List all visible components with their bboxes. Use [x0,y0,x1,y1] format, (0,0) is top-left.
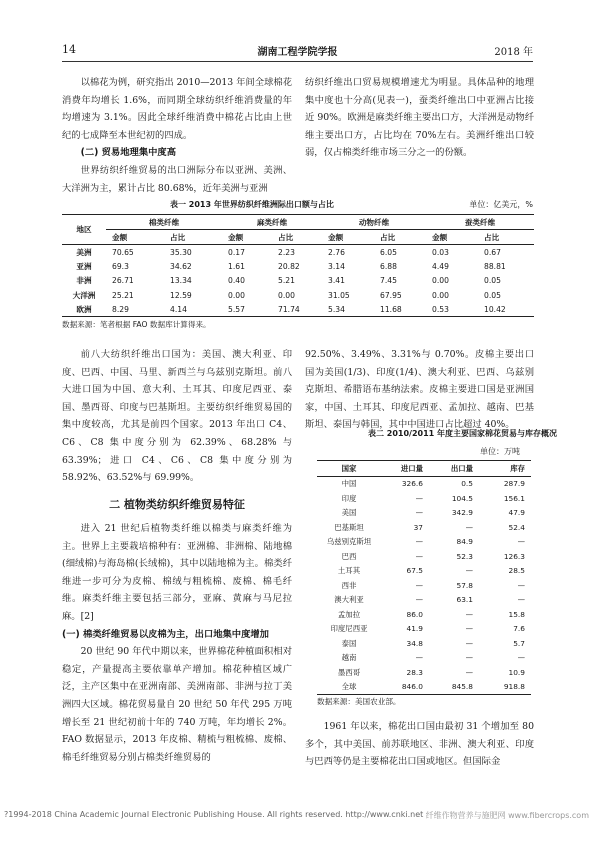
table2-country: 越南 [341,653,357,663]
table1-group-header: 蚕类纤维 [426,215,534,230]
table-row [317,578,531,593]
table2-source: 数据来源：美国农业部。 [317,697,401,706]
table2-cell: 52.4 [508,522,525,532]
table2-cell: 918.8 [479,680,531,695]
table2-country: 巴西 [341,551,357,561]
table-row [62,302,534,317]
table2-cell: 57.8 [456,580,473,590]
table1-cell: 0.05 [484,276,501,286]
section-heading: 二 植物类纺织纤维贸易特征 [109,498,245,511]
table-row [317,607,531,622]
table-row [317,535,531,550]
table2-cell: 34.8 [406,638,423,648]
table1-cell: 0.00 [432,276,449,286]
table1-cell: 26.71 [112,276,134,286]
table2-caption: 表二 2010/2011 年度主要国家棉花贸易与库存概况 [368,429,558,438]
table1-cell: 31.05 [328,290,350,300]
table1-cell: 4.14 [164,302,222,317]
table1-sub-header: 占比 [478,230,534,245]
table2-unit: 单位：万吨 [480,447,520,456]
table2-cell: 7.6 [513,624,525,634]
paragraph: 92.50%、3.49%、3.31%与 0.70%。皮棉主要出口国为美国(1/3)、印度(1/4)、澳大利亚、巴西、乌兹别克斯坦、希腊语布基纳法索。皮棉主要进口国是亚洲国家，中国、土耳其、印度尼西亚、孟加拉、越南、巴基斯坦、泰国与韩国，其中中国进口占比超过 40%。 [305,349,534,431]
table2-cell: — [465,667,473,677]
table2-cell: — [465,609,473,619]
table2-cell: — [465,638,473,648]
table-row [317,506,531,521]
paragraph: 20 世纪 90 年代中期以来，世界棉花种植面积相对稳定，产量提高主要依靠单产增加。棉花种植区域广泛，主产区集中在亚洲南部、美洲南部、非洲与拉丁美洲四大区域。棉花贸易量自 20 世纪 50 年代 295 万吨增长至 21 世纪初前十年的 740 万吨，年均增长 2%。FAO 数据显示，2013 年皮棉、精梳与粗梳棉、废棉、棉毛纤维贸易分别占棉类纤维贸易的 [62,646,292,763]
table2-cell: 47.9 [508,508,525,518]
table1-sub-header: 金额 [426,230,478,245]
table1-cell: 12.59 [170,290,192,300]
table1-cell: 34.62 [170,262,192,272]
table-row [317,564,531,579]
table1-cell: 71.74 [272,302,322,317]
table1-sub-header: 金额 [222,230,272,245]
table1-cell: 11.68 [374,302,426,317]
table2-country: 印度 [341,493,357,503]
table2-cell: 63.1 [456,595,473,605]
table1-cell: 0.05 [484,290,501,300]
table1-cell: 13.34 [170,276,192,286]
table2-country: 美国 [341,508,357,518]
subsection-heading: (二) 贸易地理集中度高 [80,147,177,159]
table2-cell: 326.6 [401,479,423,489]
table2-header: 库存 [479,461,531,477]
paragraph: 1961 年以来，棉花出口国由最初 31 个增加至 80 多个，其中美国、前苏联地区、非洲、澳大利亚、印度与巴西等仍是主要棉花出口国或地区。但国际金 [305,721,534,768]
journal-title: 湖南工程学院学报 [257,47,338,58]
table1-group-header: 麻类纤维 [222,215,322,230]
table1-sub-header: 金额 [322,230,374,245]
table1-sub-header: 占比 [272,230,322,245]
table-row [317,665,531,680]
table2-cell: — [465,653,473,663]
table1-cell: 3.14 [328,262,345,272]
paragraph: 以棉花为例，研究指出 2010—2013 年间全球棉花消费年均增长 1.6%，而同期全球纺织纤维消费量的年均增速为 3.1%。因此全球纤维消费中棉花占比由上世纪的七成降至本世纪初的四成。 [62,77,292,141]
table2-country: 澳大利亚 [334,595,364,605]
table1-sub-header: 占比 [374,230,426,245]
table1-cell: 6.05 [380,247,397,257]
table2-cell: 156.1 [503,493,525,503]
left-column-bottom [62,520,292,766]
table2-cell: — [465,522,473,532]
page-number: 14 [62,43,76,56]
table2-cell: 67.5 [406,566,423,576]
table1-source: 数据来源：笔者根据 FAO 数据库计算得来。 [62,320,211,329]
table1-region: 亚洲 [76,262,92,272]
table2-cell: 28.5 [508,566,525,576]
table1-cell: 0.17 [228,247,245,257]
subsection-heading: (一) 棉类纤维贸易以皮棉为主，出口地集中度增加 [62,628,269,640]
table1-cell: 35.30 [170,247,192,257]
table1-cell: 25.21 [112,290,134,300]
table2-cell: 10.9 [508,667,525,677]
table2-country: 印度尼西亚 [330,624,368,634]
table-row [317,651,531,666]
table1-cell: 0.67 [484,247,501,257]
table1-cell: 0.03 [432,247,449,257]
table2-header: 国家 [317,461,381,477]
table-row [317,622,531,637]
table1-cell: 70.65 [112,247,134,257]
table-row [62,288,534,302]
left-column-mid [62,346,292,487]
table1-cell: 5.21 [278,276,295,286]
table1-cell: 10.42 [478,302,534,317]
table1-cell: 69.3 [112,262,129,272]
table2-country: 中国 [341,479,357,489]
table2-cell: 104.5 [451,493,473,503]
table1-cell: 0.00 [432,290,449,300]
table2-cell: 126.3 [503,551,525,561]
table2-country: 乌兹别克斯坦 [326,537,372,547]
table2-cell: — [415,595,423,605]
table-row [62,274,534,288]
table1-cell: 0.00 [228,290,245,300]
table2-cell: — [517,653,525,663]
paragraph: 世界纺织纤维贸易的出口洲际分布以亚洲、美洲、大洋洲为主，累计占比 80.68%，近年美洲与亚洲 [62,164,292,194]
table2-cell: 845.8 [429,680,479,695]
watermark-text: 纤维作物营养与施肥网 www.fibercrops.com [425,811,589,820]
table-row [317,491,531,506]
table2-cell: — [517,580,525,590]
table2 [317,460,531,695]
table1-cell: 5.57 [222,302,272,317]
table2-cell: — [415,551,423,561]
table1-group-header: 动物纤维 [322,215,426,230]
table2-cell: 5.7 [513,638,525,648]
table1-cell: 7.45 [380,276,397,286]
table2-cell: — [465,566,473,576]
table2-country: 西非 [341,580,357,590]
table2-cell: — [415,653,423,663]
table2-cell: 287.9 [503,479,525,489]
table2-cell: — [415,508,423,518]
table2-cell: 28.3 [406,667,423,677]
table2-country: 墨西哥 [337,667,361,677]
header-rule [62,61,533,62]
journal-year: 2018 年 [494,47,533,58]
table-row [317,593,531,608]
table-row [317,520,531,535]
table2-cell: — [415,537,423,547]
table-row [317,549,531,564]
table-row [317,476,531,491]
table1-cell: 0.53 [426,302,478,317]
table2-country: 巴基斯坦 [334,522,364,532]
table2-cell: 37 [413,522,423,532]
right-column-top [305,74,534,162]
paragraph: 进入 21 世纪后植物类纤维以棉类与麻类纤维为主。世界上主要栽培棉种有：亚洲棉、非洲棉、陆地棉(细绒棉)与海岛棉(长绒棉)，其中以陆地棉为主。棉类纤维进一步可分为皮棉、棉绒与粗梳棉、废棉、棉毛纤维。麻类纤维主要包括三部分，亚麻、黄麻与马尼拉麻。[2] [62,523,292,622]
table1-region: 美洲 [76,247,92,257]
left-column-top [62,74,292,197]
table2-cell: 86.0 [406,609,423,619]
paragraph: 纺织纤维出口贸易规模增速尤为明显。具体品种的地理集中度也十分高(见表一)，蚕类纤维出口中亚洲占比接近 90%。欧洲是麻类纤维主要出口方，大洋洲是动物纤维主要出口方，占比均在 70%左右。美洲纤维出口较弱，仅占棉类纤维市场三分之一的份额。 [305,77,534,159]
table2-cell: — [415,580,423,590]
table1-header-region: 地区 [62,215,106,245]
table1-sub-header: 金额 [106,230,164,245]
table1-cell: 0.00 [278,290,295,300]
table1-cell: 88.81 [484,262,506,272]
table2-cell: — [465,624,473,634]
table1-region: 非洲 [76,276,92,286]
table1-caption: 表一 2013 年世界纺织纤维洲际出口额与占比 [170,200,334,209]
paragraph: 前八大纺织纤维出口国为：美国、澳大利亚、印度、巴西、中国、马里、新西兰与乌兹别克斯坦。前八大进口国为中国、意大利、土耳其、印度尼西亚、泰国、墨西哥、印度与巴基斯坦。主要纺织纤维贸易国的集中度较高，尤其是前四个国家。2013 年出口 C4、C6、C8 集中度分别为 62.39%、68.28% 与 63.39%；进口 C4、C6、C8 集中度分别为 58.92%、63.52%与 69.99%。 [62,349,292,484]
table2-cell: — [517,595,525,605]
table1-cell: 1.61 [228,262,245,272]
table2-cell: 342.9 [451,508,473,518]
table1-unit: 单位：亿美元，% [469,200,533,209]
table2-country: 全球 [317,680,381,695]
table1-cell: 5.34 [322,302,374,317]
copyright-notice: ?1994-2018 China Academic Journal Electronic Publishing House. All rights reserved. http://www.cnki.net [4,810,424,819]
table1 [62,214,534,317]
table2-cell: 846.0 [381,680,429,695]
table1-cell: 67.95 [380,290,402,300]
table2-cell: 84.9 [456,537,473,547]
table2-cell: 15.8 [508,609,525,619]
table-row [317,636,531,651]
table2-country: 泰国 [341,638,357,648]
table1-cell: 3.41 [328,276,345,286]
table1-cell: 4.49 [432,262,449,272]
table-row [62,245,534,260]
table1-sub-header: 占比 [164,230,222,245]
table2-cell: 41.9 [406,624,423,634]
table2-header: 进口量 [381,461,429,477]
table-row [62,260,534,274]
table1-cell: 0.40 [228,276,245,286]
table1-region: 大洋洲 [72,290,96,300]
table2-cell: — [415,493,423,503]
table-row [317,680,531,695]
right-column-mid [305,346,534,434]
table1-group-header: 棉类纤维 [106,215,222,230]
table2-country: 土耳其 [337,566,361,576]
table1-cell: 20.82 [278,262,300,272]
right-column-bottom [305,718,534,771]
table2-cell: 52.3 [456,551,473,561]
table2-country: 孟加拉 [337,609,361,619]
table2-header: 出口量 [429,461,479,477]
table1-cell: 2.23 [278,247,295,257]
table1-cell: 2.76 [328,247,345,257]
table1-cell: 8.29 [106,302,164,317]
table1-region: 欧洲 [62,302,106,317]
table2-cell: 0.5 [461,479,473,489]
table2-cell: — [517,537,525,547]
table1-cell: 6.88 [380,262,397,272]
